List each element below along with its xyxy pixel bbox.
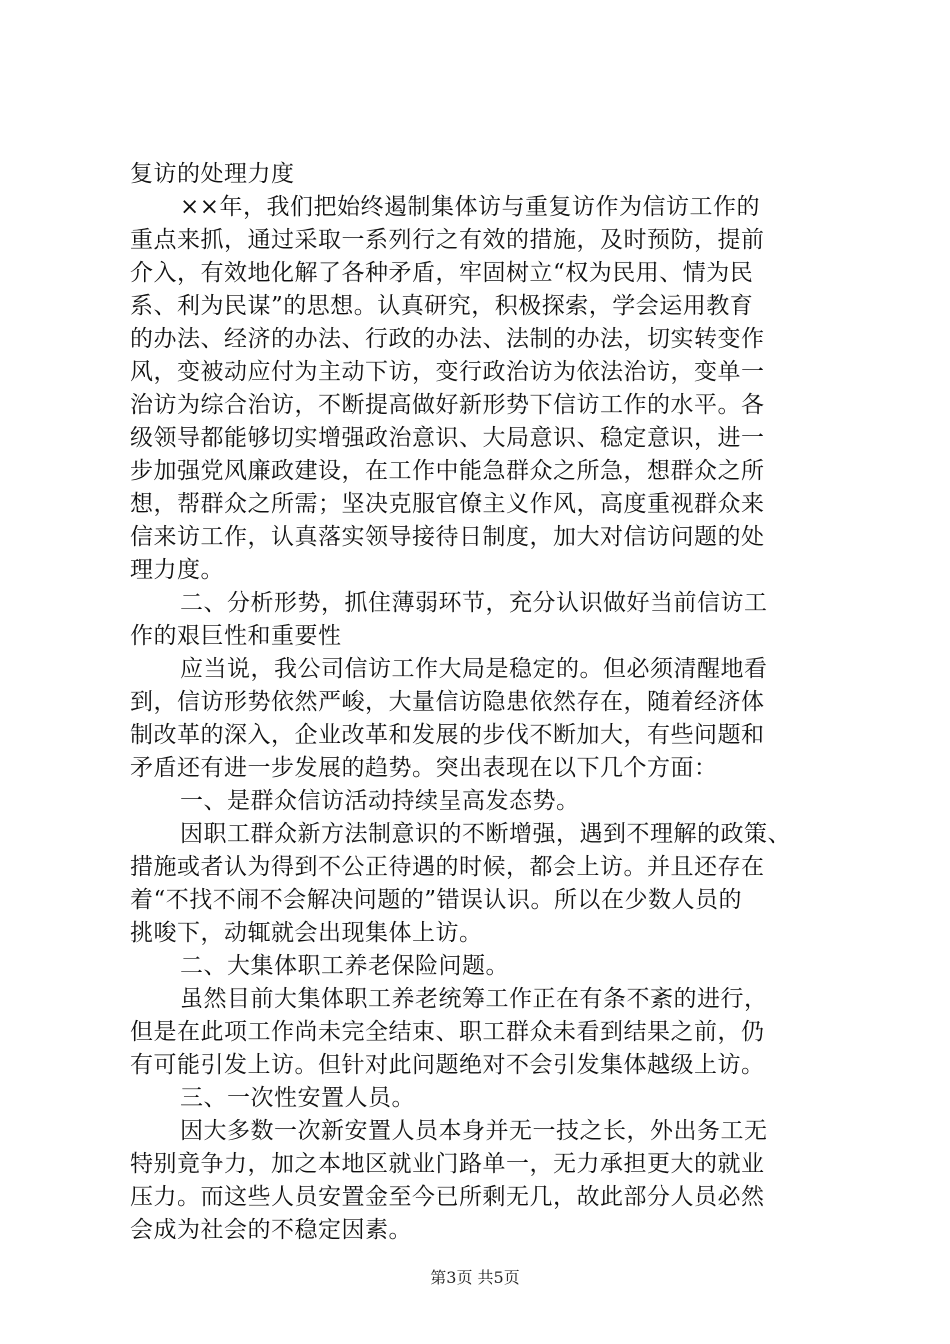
text-line: 系、利为民谋”的思想。认真研究，积极探索，学会运用教育 (130, 293, 754, 319)
text-line: 复访的处理力度 (130, 161, 295, 187)
text-line: 理力度。 (130, 557, 224, 583)
text-line: 治访为综合治访，不断提高做好新形势下信访工作的水平。各 (130, 392, 765, 418)
text-line: 措施或者认为得到不公正待遇的时候，都会上访。并且还存在 (130, 854, 765, 880)
text-line: 级领导都能够切实增强政治意识、大局意识、稳定意识，进一 (130, 425, 765, 451)
text-line: 但是在此项工作尚未完全结束、职工群众未看到结果之前，仍 (130, 1019, 765, 1045)
text-line: 因职工群众新方法制意识的不断增强，遇到不理解的政策、 (180, 821, 791, 847)
text-line: ××年，我们把始终遏制集体访与重复访作为信访工作的 (180, 194, 761, 220)
text-line: 信来访工作，认真落实领导接待日制度，加大对信访问题的处 (130, 524, 765, 550)
text-line: 有可能引发上访。但针对此问题绝对不会引发集体越级上访。 (130, 1052, 765, 1078)
text-line: 二、分析形势，抓住薄弱环节，充分认识做好当前信访工 (180, 590, 768, 616)
text-line: 三、一次性安置人员。 (180, 1085, 415, 1111)
text-line: 介入，有效地化解了各种矛盾，牢固树立“权为民用、情为民 (130, 260, 754, 286)
text-line: 制改革的深入，企业改革和发展的步伐不断加大，有些问题和 (130, 722, 765, 748)
text-line: 想，帮群众之所需；坚决克服官僚主义作风，高度重视群众来 (130, 491, 765, 517)
text-line: 二、大集体职工养老保险问题。 (180, 953, 509, 979)
text-line: 作的艰巨性和重要性 (130, 623, 342, 649)
text-line: 挑唆下，动辄就会出现集体上访。 (130, 920, 483, 946)
text-line: 的办法、经济的办法、行政的办法、法制的办法，切实转变作 (130, 326, 765, 352)
text-line: 到，信访形势依然严峻，大量信访隐患依然存在，随着经济体 (130, 689, 765, 715)
text-line: 重点来抓，通过采取一系列行之有效的措施，及时预防，提前 (130, 227, 765, 253)
text-line: 着“不找不闹不会解决问题的”错误认识。所以在少数人员的 (130, 887, 743, 913)
text-line: 步加强党风廉政建设，在工作中能急群众之所急，想群众之所 (130, 458, 765, 484)
text-line: 特别竟争力，加之本地区就业门路单一，无力承担更大的就业 (130, 1151, 765, 1177)
page-footer: 第3页 共5页 (430, 1268, 520, 1287)
text-line: 虽然目前大集体职工养老统筹工作正在有条不紊的进行， (180, 986, 768, 1012)
text-line: 压力。而这些人员安置金至今已所剩无几，故此部分人员必然 (130, 1184, 765, 1210)
text-line: 因大多数一次新安置人员本身并无一技之长，外出务工无 (180, 1118, 768, 1144)
text-line: 会成为社会的不稳定因素。 (130, 1217, 412, 1243)
text-line: 一、是群众信访活动持续呈高发态势。 (180, 788, 580, 814)
text-line: 风，变被动应付为主动下访，变行政治访为依法治访，变单一 (130, 359, 765, 385)
text-line: 矛盾还有进一步发展的趋势。突出表现在以下几个方面： (130, 755, 718, 781)
document-body (130, 158, 830, 1247)
text-line: 应当说，我公司信访工作大局是稳定的。但必须清醒地看 (180, 656, 768, 682)
